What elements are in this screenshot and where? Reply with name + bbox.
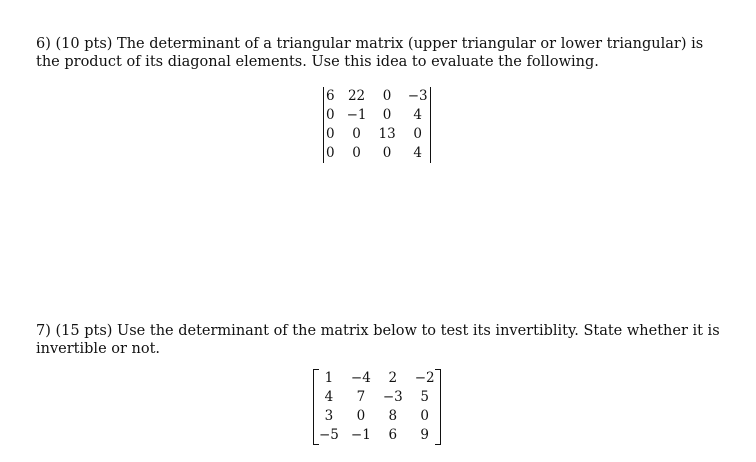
matrix-entry: 2 (388, 370, 398, 386)
matrix-entry: −4 (350, 370, 371, 386)
matrix-entry: 13 (378, 126, 396, 142)
matrix-row (317, 426, 437, 445)
determinant-matrix-body (324, 87, 431, 163)
matrix-entry: 0 (352, 145, 361, 161)
matrix-entry: 0 (326, 126, 335, 142)
matrix-entry: 6 (326, 88, 335, 104)
matrix-entry: 0 (352, 126, 361, 142)
matrix-entry: 0 (420, 408, 429, 424)
matrix-entry: 0 (326, 145, 335, 161)
matrix-entry: 0 (356, 408, 366, 424)
matrix-entry: 8 (388, 408, 398, 424)
matrix-entry: −3 (407, 88, 428, 104)
matrix-entry: 4 (324, 389, 334, 405)
matrix-entry: 3 (324, 408, 334, 424)
bracket-matrix (317, 369, 437, 445)
matrix-entry: 7 (356, 389, 366, 405)
matrix-entry: 4 (413, 145, 422, 161)
matrix-entry: 0 (326, 107, 335, 123)
bracket-matrix-wrapper (313, 369, 441, 445)
matrix-entry: −3 (382, 389, 403, 405)
matrix-entry: −1 (350, 427, 371, 443)
matrix-entry: 9 (420, 427, 429, 443)
matrix-entry: 6 (388, 427, 398, 443)
matrix-entry: 4 (413, 107, 422, 123)
problem-7-statement: 7) (15 pts) Use the determinant of the matrix below to test its invertiblity. State whether it is invertible or not. (36, 323, 720, 357)
matrix-entry: 1 (324, 370, 334, 386)
bracket-matrix-body (317, 369, 437, 445)
matrix-entry: −1 (346, 107, 367, 123)
determinant-matrix (323, 87, 431, 163)
matrix-row (324, 87, 431, 106)
matrix-entry: 5 (420, 389, 429, 405)
matrix-row (317, 407, 437, 426)
matrix-row (324, 144, 431, 163)
matrix-row (317, 369, 437, 388)
matrix-entry: 0 (413, 126, 422, 142)
matrix-row (324, 106, 431, 125)
matrix-entry: 22 (347, 88, 366, 104)
matrix-entry: 0 (382, 145, 392, 161)
matrix-entry: −2 (414, 370, 435, 386)
matrix-entry: −5 (319, 427, 339, 443)
matrix-entry: 0 (382, 88, 392, 104)
matrix-entry: 0 (382, 107, 392, 123)
matrix-row (317, 388, 437, 407)
matrix-row (324, 125, 431, 144)
problem-6-statement: 6) (10 pts) The determinant of a triangular matrix (upper triangular or lower triangular) is the product of its diagonal elements. Use this idea to evaluate the following. (36, 36, 704, 70)
